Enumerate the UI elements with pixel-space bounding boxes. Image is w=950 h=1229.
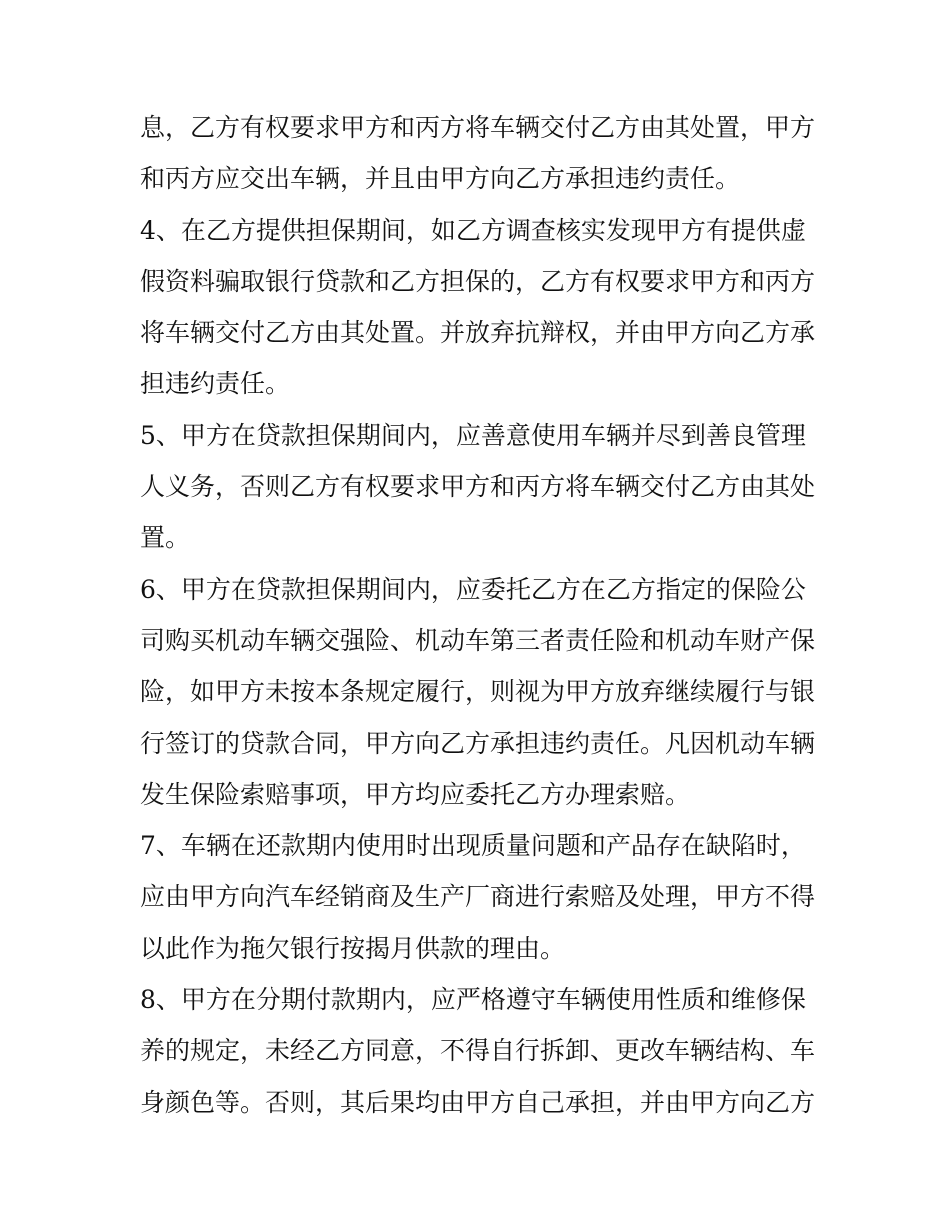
document-body	[140, 102, 820, 1128]
text-line: 身颜色等。否则，其后果均由甲方自己承担，并由甲方向乙方	[140, 1087, 816, 1117]
text-line: 假资料骗取银行贷款和乙方担保的，乙方有权要求甲方和丙方	[140, 266, 816, 296]
text-line: 7、车辆在还款期内使用时出现质量问题和产品存在缺陷时，	[140, 831, 806, 861]
text-line: 5、甲方在贷款担保期间内，应善意使用车辆并尽到善良管理	[140, 420, 806, 450]
text-line: 8、甲方在分期付款期内，应严格遵守车辆使用性质和维修保	[140, 985, 806, 1015]
text-line: 6、甲方在贷款担保期间内，应委托乙方在乙方指定的保险公	[140, 574, 806, 604]
text-line: 险，如甲方未按本条规定履行，则视为甲方放弃继续履行与银	[140, 677, 816, 707]
text-line: 司购买机动车辆交强险、机动车第三者责任险和机动车财产保	[140, 625, 816, 655]
text-line: 置。	[140, 523, 191, 553]
text-line: 和丙方应交出车辆，并且由甲方向乙方承担违约责任。	[140, 164, 741, 194]
text-line: 以此作为拖欠银行按揭月供款的理由。	[140, 933, 566, 963]
text-line: 发生保险索赔事项，甲方均应委托乙方办理索赔。	[140, 779, 691, 809]
text-line: 人义务，否则乙方有权要求甲方和丙方将车辆交付乙方由其处	[140, 472, 816, 502]
text-line: 行签订的贷款合同，甲方向乙方承担违约责任。凡因机动车辆	[140, 728, 816, 758]
text-line: 应由甲方向汽车经销商及生产厂商进行索赔及处理，甲方不得	[140, 882, 816, 912]
text-line: 担违约责任。	[140, 369, 291, 399]
text-line: 养的规定，未经乙方同意，不得自行拆卸、更改车辆结构、车	[140, 1036, 816, 1066]
text-line: 将车辆交付乙方由其处置。并放弃抗辩权，并由甲方向乙方承	[140, 318, 816, 348]
text-line: 息，乙方有权要求甲方和丙方将车辆交付乙方由其处置，甲方	[140, 113, 816, 142]
text-line: 4、在乙方提供担保期间，如乙方调查核实发现甲方有提供虚	[140, 215, 806, 245]
